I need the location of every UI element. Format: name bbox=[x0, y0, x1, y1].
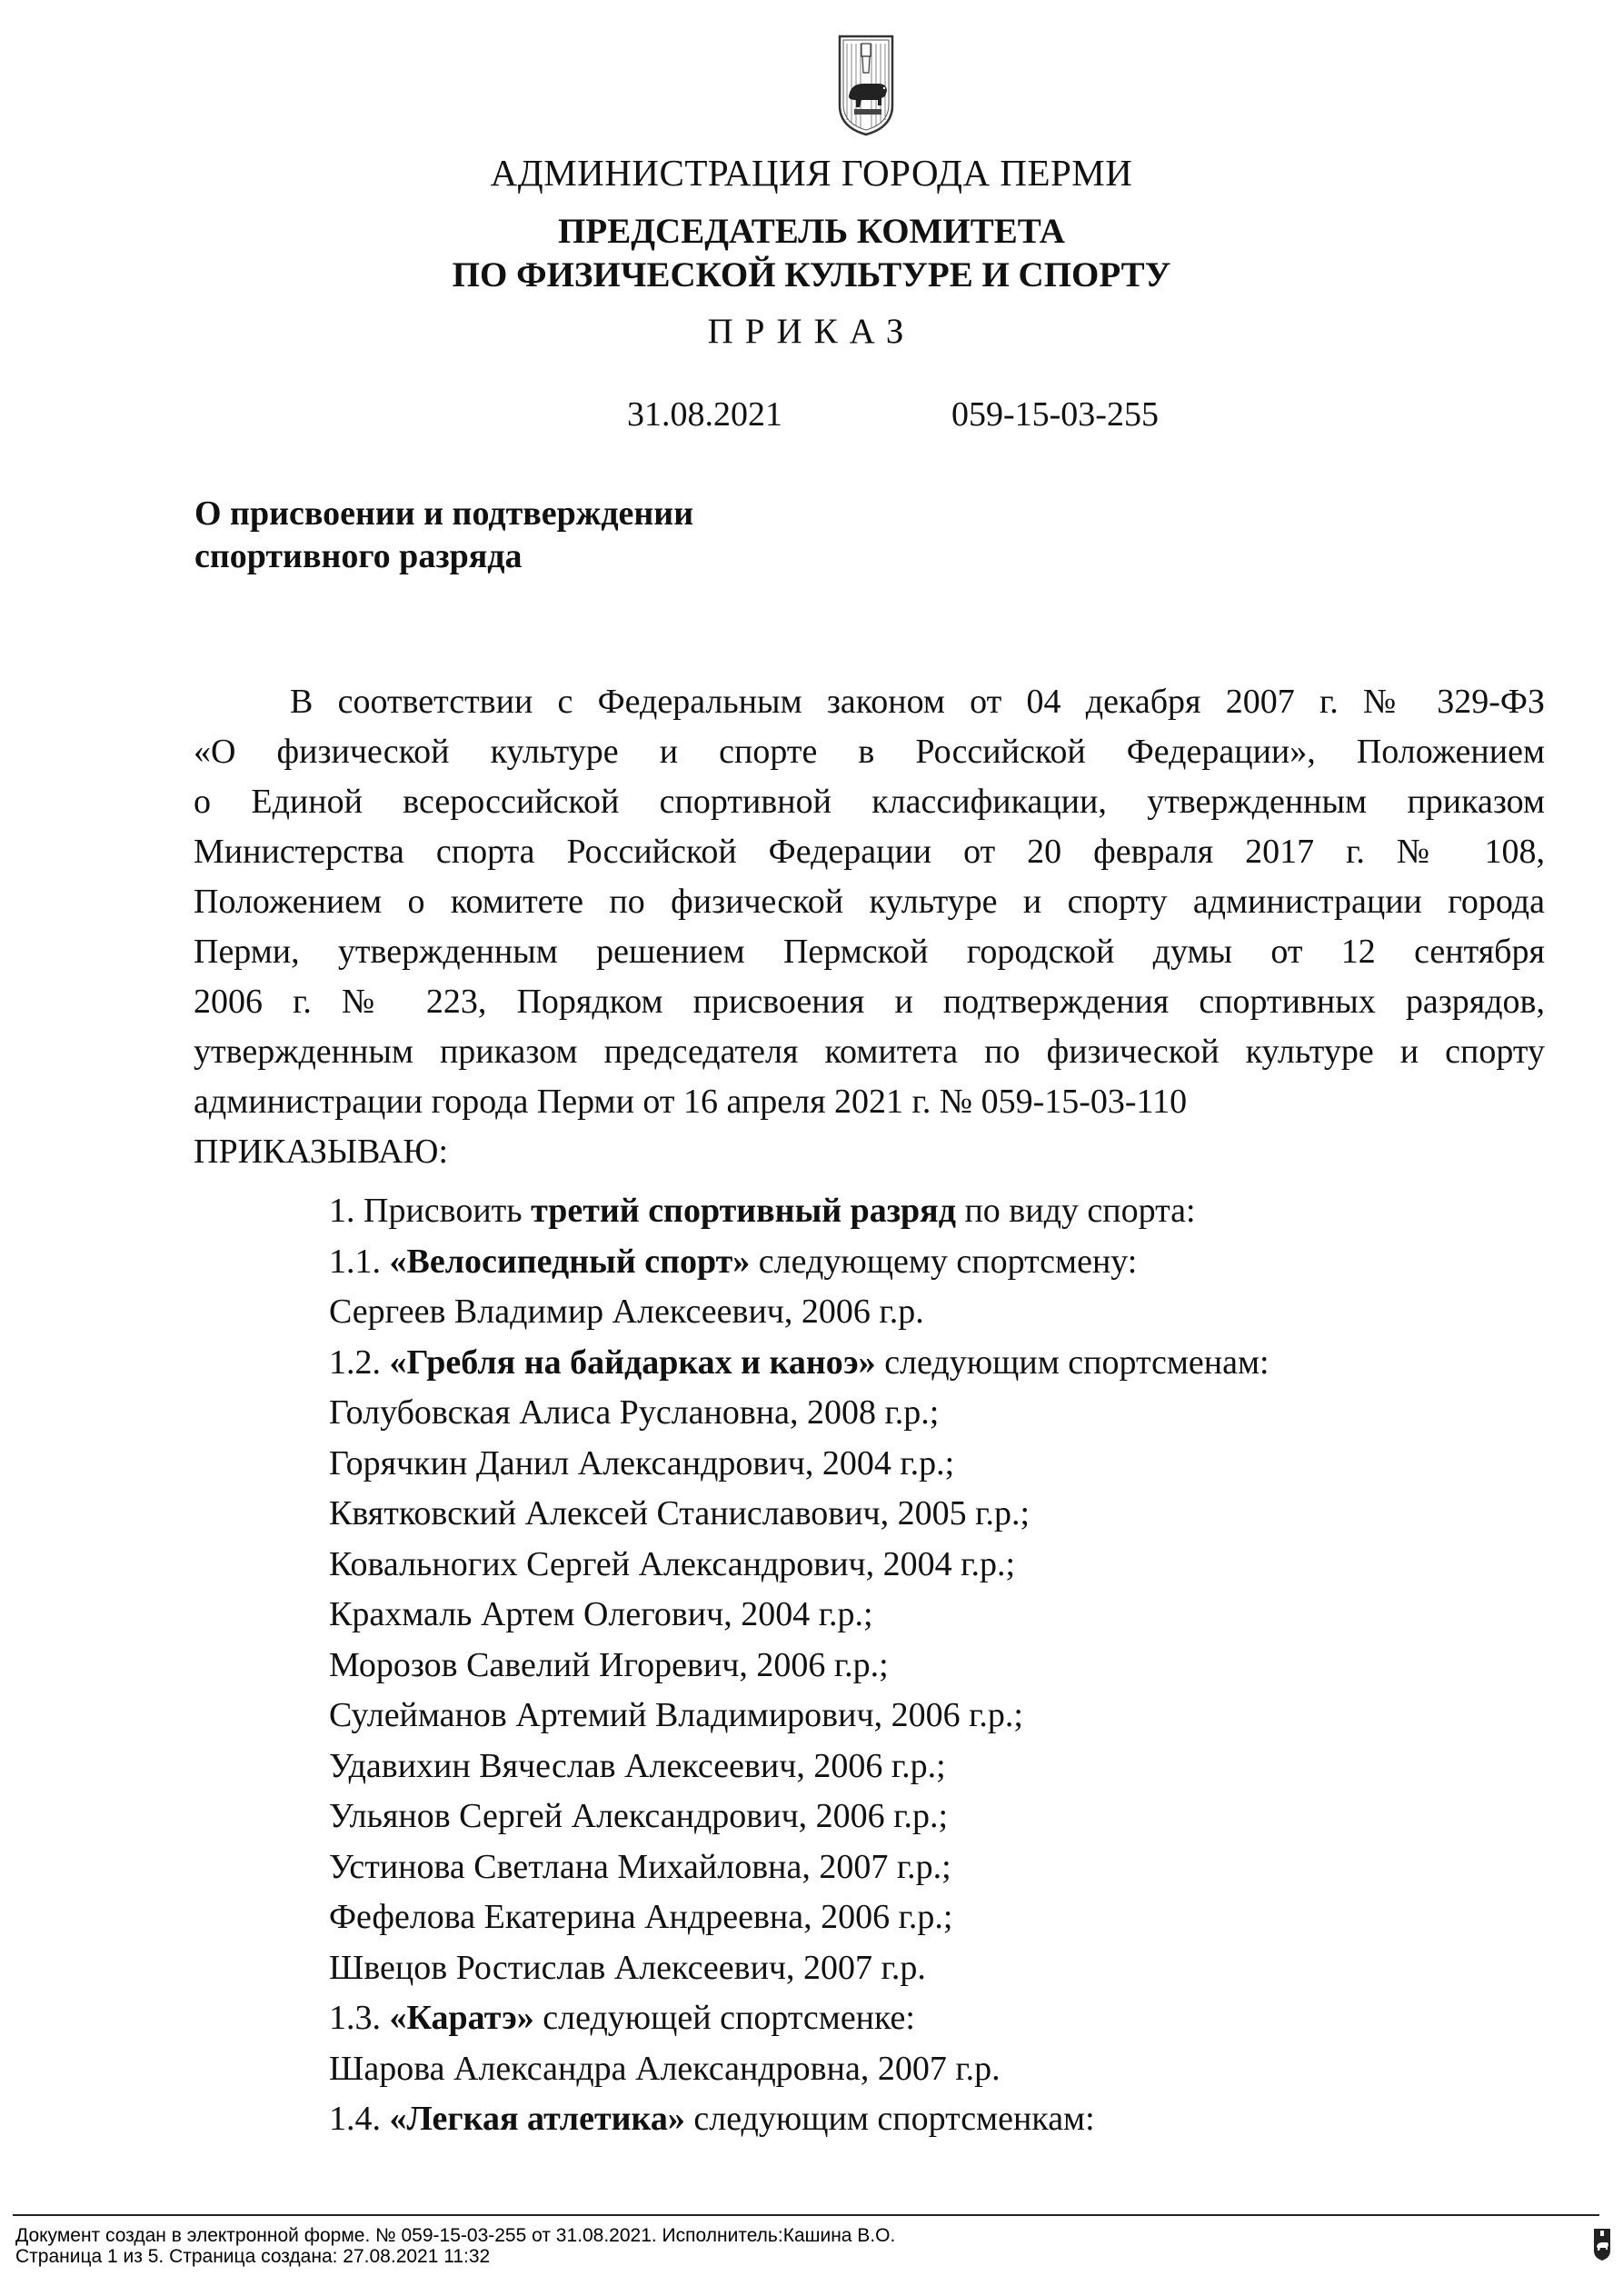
preamble-line: Министерства спорта Российской Федерации от 20 февраля 2017 г. № 108, bbox=[194, 833, 1545, 871]
item-1-1 bbox=[329, 1237, 1270, 1288]
chairman-title-line2: ПО ФИЗИЧЕСКОЙ КУЛЬТУРЕ И СПОРТУ bbox=[452, 255, 1171, 294]
item-prefix: 1.4. bbox=[329, 2100, 390, 2138]
order-items bbox=[329, 1186, 1270, 2145]
item-bold: третий спортивный разряд bbox=[531, 1192, 956, 1230]
athlete-entry: Сулейманов Артемий Владимирович, 2006 г.р.; bbox=[329, 1696, 1023, 1734]
athlete-entry: Ульянов Сергей Александрович, 2006 г.р.; bbox=[329, 1797, 949, 1835]
document-date: 31.08.2021 bbox=[627, 395, 782, 434]
athlete-entry: Крахмаль Артем Олегович, 2004 г.р.; bbox=[329, 1595, 873, 1633]
athlete-entry: Голубовская Алиса Руслановна, 2008 г.р.; bbox=[329, 1393, 940, 1432]
footer-line: Страница 1 из 5. Страница создана: 27.08.2021 11:32 bbox=[15, 2246, 491, 2267]
preamble-line: Перми, утвержденным решением Пермской городской думы от 12 сентября bbox=[194, 933, 1545, 971]
athlete-entry: Квятковский Алексей Станиславович, 2005 г.р.; bbox=[329, 1494, 1031, 1532]
footer-divider bbox=[13, 2214, 1599, 2216]
athlete-entry: Сергеев Владимир Алексеевич, 2006 г.р. bbox=[329, 1293, 924, 1331]
preamble-line: В соответствии с Федеральным законом от 04 декабря 2007 г. № 329-ФЗ bbox=[290, 683, 1545, 721]
item-prefix: 1.2. bbox=[329, 1343, 390, 1382]
preamble-line: администрации города Перми от 16 апреля 2021 г. № 059-15-03-110 bbox=[194, 1083, 1188, 1121]
item-1 bbox=[329, 1186, 1270, 1237]
athlete-entry: Фефелова Екатерина Андреевна, 2006 г.р.; bbox=[329, 1898, 953, 1936]
athlete-entry: Ковальногих Сергей Александрович, 2004 г.р.; bbox=[329, 1544, 1016, 1583]
preamble-line: утвержденным приказом председателя комитета по физической культуре и спорту bbox=[194, 1033, 1545, 1071]
item-prefix: 1.3. bbox=[329, 1999, 390, 2037]
document-number: 059-15-03-255 bbox=[951, 395, 1159, 434]
item-suffix: следующей спортсменке: bbox=[533, 1999, 915, 2037]
preamble-line: «О физической культуре и спорте в Российской Федерации», Положением bbox=[194, 733, 1545, 771]
subject-line: спортивного разряда bbox=[194, 537, 523, 575]
athlete-entry: Швецов Ростислав Алексеевич, 2007 г.р. bbox=[329, 1948, 926, 1987]
athlete-entry: Горячкин Данил Александрович, 2004 г.р.; bbox=[329, 1443, 955, 1482]
item-bold: «Велосипедный спорт» bbox=[389, 1242, 751, 1281]
perm-coat-of-arms-small-icon bbox=[1592, 2225, 1612, 2261]
preamble bbox=[194, 677, 1545, 1177]
athlete-entry: Морозов Савелий Игоревич, 2006 г.р.; bbox=[329, 1645, 889, 1684]
preamble-line: о Единой всероссийской спортивной классификации, утвержденным приказом bbox=[194, 783, 1545, 821]
item-1-3 bbox=[329, 1993, 1270, 2044]
item-bold: «Гребля на байдарках и каноэ» bbox=[389, 1343, 876, 1382]
document-type: ПРИКАЗ bbox=[707, 312, 916, 351]
item-bold: «Каратэ» bbox=[389, 1999, 534, 2037]
item-suffix: следующим спортсменам: bbox=[875, 1343, 1270, 1382]
footer-line: Документ создан в электронной форме. № 059-15-03-255 от 31.08.2021. Исполнитель:Кашина В.О. bbox=[15, 2225, 896, 2246]
athlete-entry: Устинова Светлана Михайловна, 2007 г.р.; bbox=[329, 1847, 951, 1886]
item-suffix: следующему спортсмену: bbox=[750, 1242, 1138, 1281]
administration-title: АДМИНИСТРАЦИЯ ГОРОДА ПЕРМИ bbox=[490, 152, 1133, 194]
item-suffix: следующим спортсменкам: bbox=[684, 2100, 1095, 2138]
order-word: ПРИКАЗЫВАЮ: bbox=[194, 1133, 449, 1171]
item-bold: «Легкая атлетика» bbox=[389, 2100, 685, 2138]
perm-coat-of-arms-icon bbox=[834, 33, 898, 138]
footer-info bbox=[15, 2225, 895, 2267]
document-subject bbox=[194, 493, 693, 578]
athlete-entry: Шарова Александра Александровна, 2007 г.р. bbox=[329, 2049, 1001, 2088]
subject-line: О присвоении и подтверждении bbox=[194, 494, 694, 533]
item-1-4 bbox=[329, 2094, 1270, 2145]
athlete-entry: Удавихин Вячеслав Алексеевич, 2006 г.р.; bbox=[329, 1746, 946, 1785]
item-suffix: по виду спорта: bbox=[955, 1192, 1196, 1230]
preamble-line: Положением о комитете по физической культуре и спорту администрации города bbox=[194, 883, 1545, 921]
item-prefix: 1.1. bbox=[329, 1242, 390, 1281]
item-prefix: 1. Присвоить bbox=[329, 1192, 532, 1230]
item-1-2 bbox=[329, 1338, 1270, 1389]
preamble-line: 2006 г. № 223, Порядком присвоения и подтверждения спортивных разрядов, bbox=[194, 983, 1545, 1021]
chairman-title-line1: ПРЕДСЕДАТЕЛЬ КОМИТЕТА bbox=[558, 212, 1065, 251]
